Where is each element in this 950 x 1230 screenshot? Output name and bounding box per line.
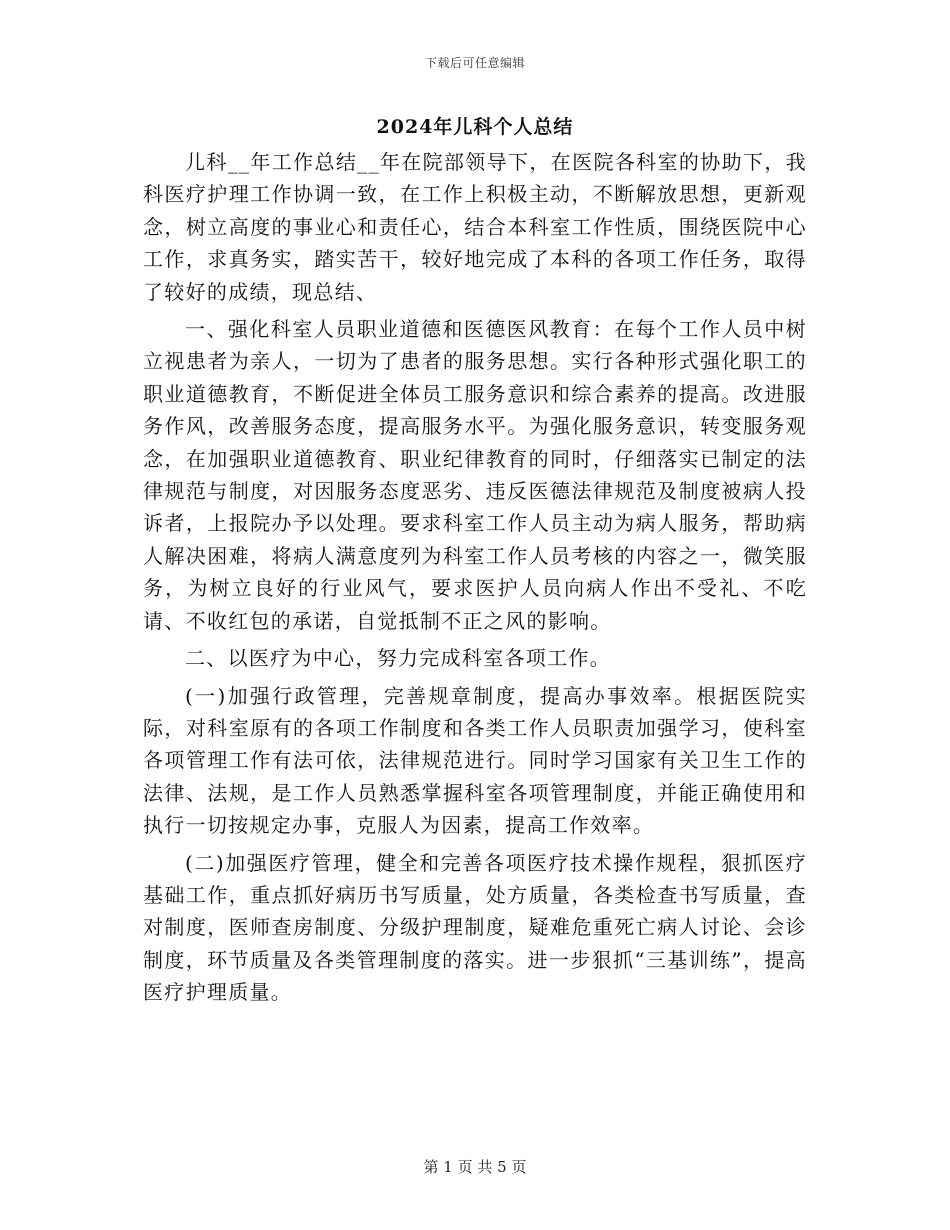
paragraph-subsection-2: (二)加强医疗管理，健全和完善各项医疗技术操作规程，狠抓医疗基础工作，重点抓好病历书写质量，处方质量，各类检查书写质量，查对制度，医师查房制度、分级护理制度，疑难危重死亡病人讨论、会诊制度，环节质量及各类管理制度的落实。进一步狠抓“三基训练”，提高医疗护理质量。 (143, 850, 807, 1005)
page-number: 第 1 页 共 5 页 (423, 1158, 527, 1176)
paragraph-section-1: 一、强化科室人员职业道德和医德医风教育：在每个工作人员中树立视患者为亲人，一切为了患者的服务思想。实行各种形式强化职工的职业道德教育，不断促进全体员工服务意识和综合素养的提高。改进服务作风，改善服务态度，提高服务水平。为强化服务意识，转变服务观念，在加强职业道德教育、职业纪律教育的同时，仔细落实已制定的法律规范与制度，对因服务态度恶劣、违反医德法律规范及制度被病人投诉者，上报院办予以处理。要求科室工作人员主动为病人服务，帮助病人解决困难，将病人满意度列为科室工作人员考核的内容之一，微笑服务，为树立良好的行业风气，要求医护人员向病人作出不受礼、不吃请、不收红包的承诺，自觉抵制不正之风的影响。 (143, 317, 807, 633)
page-title: 2024年儿科个人总结 (376, 116, 574, 138)
paragraph-section-2-heading: 二、以医疗为中心，努力完成科室各项工作。 (185, 646, 611, 671)
paragraph-intro: 儿科__年工作总结__年在院部领导下，在医院各科室的协助下，我科医疗护理工作协调一致，在工作上积极主动，不断解放思想，更新观念，树立高度的事业心和责任心，结合本科室工作性质，围绕医院中心工作，求真务实，踏实苦干，较好地完成了本科的各项工作任务，取得了较好的成绩，现总结、 (143, 150, 807, 304)
header-note: 下载后可任意编辑 (424, 56, 525, 70)
document-body (143, 146, 807, 1009)
paragraph-subsection-1: (一)加强行政管理，完善规章制度，提高办事效率。根据医院实际，对科室原有的各项工作制度和各类工作人员职责加强学习，使科室各项管理工作有法可依，法律规范进行。同时学习国家有关卫生工作的法律、法规，是工作人员熟悉掌握科室各项管理制度，并能正确使用和执行一切按规定办事，克服人为因素，提高工作效率。 (143, 683, 807, 838)
